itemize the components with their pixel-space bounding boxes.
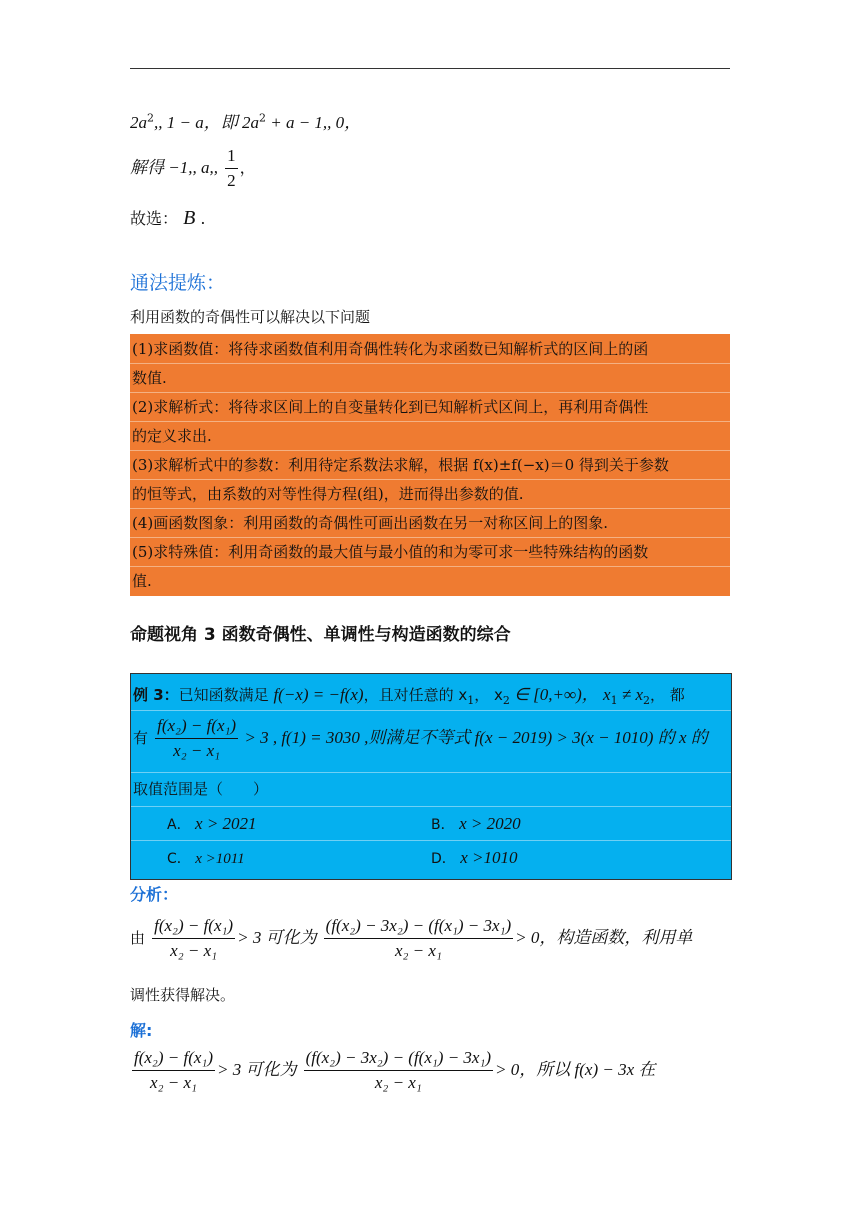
math-text: ,, 1 − a，即 2a [154,113,259,132]
math-sub: 1 [467,694,475,708]
method-row: (2)求解析式：将待求区间上的自变量转化到已知解析式区间上，再利用奇偶性 [132,398,649,416]
option-label: C． [167,851,191,867]
frac-den: x₂ − x₁ [170,941,218,960]
frac-num: f(x₂) − f(x₁) [155,716,238,739]
option-b [431,814,521,834]
row-divider [131,772,731,773]
math-text: ∈ [0,+∞)， x [509,685,611,704]
method-row: (3)求解析式中的参数：利用待定系数法求解，根据 f(x)±f(−x)＝0 得到关于参数 [132,456,669,474]
option-d [431,848,518,868]
method-row: (5)求特殊值：利用奇函数的最大值与最小值的和为零可求一些特殊结构的函数 [132,543,649,561]
frac-num: f(x₂) − f(x₁) [132,1048,215,1071]
header-rule [130,68,730,69]
math-text: + a − 1,, 0， [265,113,362,132]
analysis-label: 分析： [130,885,179,904]
row-divider [130,392,730,393]
method-row: (1)求函数值：将待求函数值利用奇偶性转化为求函数已知解析式的区间上的函 [132,340,649,358]
fraction-constructed [324,916,513,961]
row-divider [131,710,731,711]
method-row: 值. [132,572,152,590]
option-a [167,814,257,834]
math-text: > 0，构造函数，利用单 [515,928,693,947]
example-label: 例 3： [133,686,179,704]
row-divider [130,479,730,480]
option-value: x > 2020 [459,814,521,833]
frac-num: f(x₂) − f(x₁) [152,916,235,939]
row-divider [130,566,730,567]
option-c [167,848,245,868]
frac-den: x₂ − x₁ [394,941,442,960]
solution-line-3 [130,206,206,230]
math-text: > 3 , f(1) = 3030 ,则满足不等式 f(x − 2019) > 3(x − 1010) 的 x 的 [240,728,708,747]
fraction-constructed [304,1048,493,1093]
frac-num: 1 [225,146,238,169]
math-sub: 2 [502,694,510,708]
example-line-1 [133,680,685,707]
frac-den: x₂ − x₁ [173,741,221,760]
method-box [130,334,730,596]
row-divider [131,806,731,807]
math-text: 2a [130,113,147,132]
solution-line [130,1048,655,1093]
text: ， x [474,686,503,704]
math-text: ≠ x [617,685,643,704]
option-value: x >1011 [195,851,245,867]
math-text: f(−x) = −f(x) [273,685,364,704]
method-row: 的定义求出. [132,427,212,445]
example-line-3: 取值范围是（ ） [133,780,269,798]
math-text: > 3 可化为 [216,1060,297,1079]
method-row: (4)画函数图象：利用函数的奇偶性可画出函数在另一对称区间上的图象. [132,514,609,532]
math-sup: 2 [147,111,154,125]
fraction-half [225,146,238,191]
frac-den: x₂ − x₁ [374,1073,422,1092]
option-value: x >1010 [460,848,518,867]
frac-den: x₂ − x₁ [150,1073,197,1092]
text: 由 [130,929,146,947]
row-divider [130,450,730,451]
section-title: 命题视角 3 函数奇偶性、单调性与构造函数的综合 [130,625,511,645]
option-label: B． [431,817,455,833]
solution-label: 解: [130,1021,153,1040]
solution-line-2 [130,146,256,191]
method-intro: 利用函数的奇偶性可以解决以下问题 [130,308,371,326]
text: 已知函数满足 [178,686,274,704]
method-row: 的恒等式，由系数的对等性得方程(组)，进而得出参数的值. [132,485,524,503]
row-divider [130,508,730,509]
math-text: > 0，所以 f(x) − 3x 在 [495,1060,656,1079]
fraction-slope [155,716,238,761]
row-divider [130,363,730,364]
row-divider [131,840,731,841]
math-sup: 2 [258,111,266,125]
punct: . [200,209,206,228]
math-text: 解得 −1,, a,, [130,158,218,177]
frac-num: (f(x₂) − 3x₂) − (f(x₁) − 3x₁) [304,1048,493,1071]
example-box [130,673,732,880]
text: 有 [133,729,149,747]
analysis-line-1 [130,916,692,961]
option-label: A． [167,817,191,833]
text: ， 都 [650,686,685,704]
row-divider [130,421,730,422]
solution-line-1 [130,108,361,133]
fraction-slope [132,1048,215,1093]
frac-num: (f(x₂) − 3x₂) − (f(x₁) − 3x₁) [324,916,513,939]
method-row: 数值. [132,369,167,387]
math-text: > 3 可化为 [237,928,317,947]
frac-den: 2 [227,171,236,190]
method-title: 通法提炼： [130,272,226,294]
example-line-2 [133,716,708,761]
answer-letter: B [183,207,196,229]
option-label: D． [431,851,456,867]
text: ，且对任意的 x [363,686,468,704]
punct: ， [239,158,256,177]
row-divider [130,537,730,538]
answer-prefix: 故选： [130,209,179,228]
math-sub: 1 [610,694,618,708]
option-value: x > 2021 [195,814,257,833]
analysis-line-2: 调性获得解决。 [130,986,236,1004]
math-sub: 2 [643,694,650,708]
fraction-slope [152,916,235,961]
